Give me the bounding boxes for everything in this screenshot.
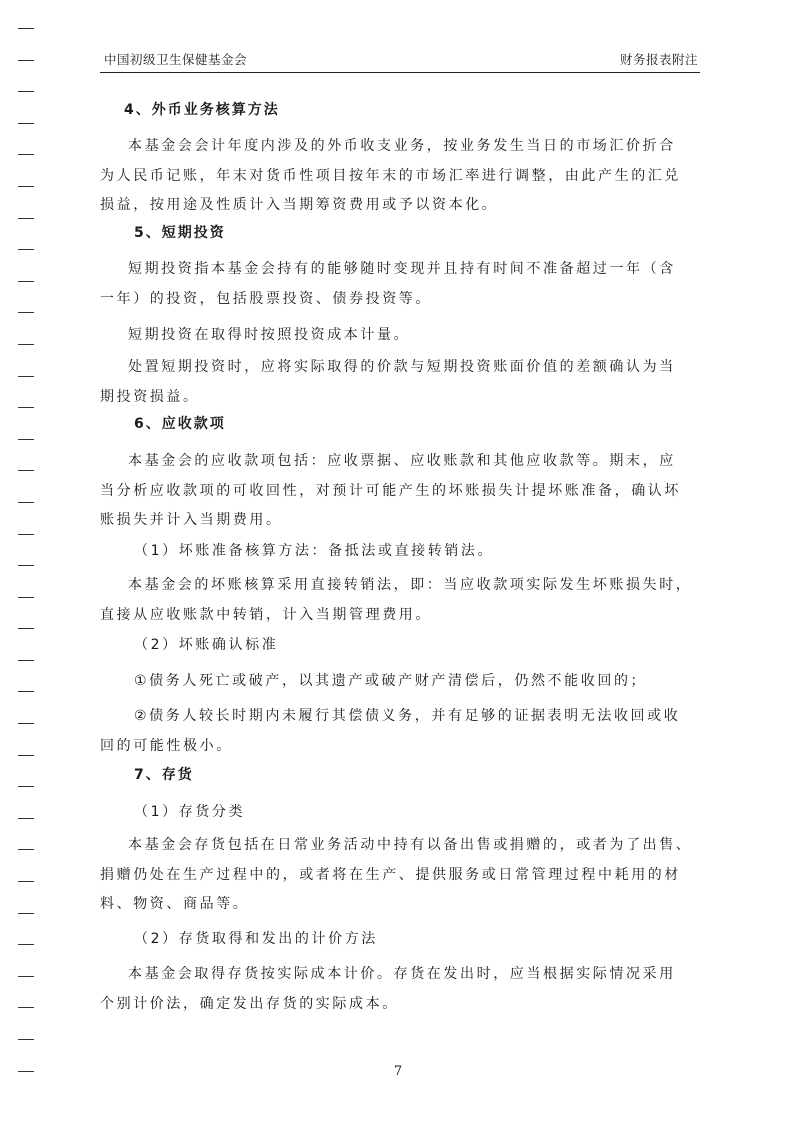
paragraph-line: 一年）的投资，包括股票投资、债券投资等。 xyxy=(100,290,432,307)
binding-tick xyxy=(18,755,34,756)
criteria-item: ①债务人死亡或破产，以其遗产或破产财产清偿后，仍然不能收回的； xyxy=(134,673,648,689)
paragraph-line: 处置短期投资时，应将实际取得的价款与短期投资账面价值的差额确认为当 xyxy=(128,359,676,375)
paragraph-line: 账损失并计入当期费用。 xyxy=(100,512,283,528)
binding-tick xyxy=(18,344,34,345)
paragraph-line: 短期投资在取得时按照投资成本计量。 xyxy=(128,327,411,343)
binding-tick xyxy=(18,249,34,250)
binding-tick xyxy=(18,28,34,29)
header-org-name: 中国初级卫生保健基金会 xyxy=(104,52,248,67)
binding-tick xyxy=(18,944,34,945)
binding-tick xyxy=(18,376,34,377)
binding-tick xyxy=(18,1039,34,1040)
binding-tick xyxy=(18,154,34,155)
binding-tick xyxy=(18,691,34,692)
paragraph-line: 期投资损益。 xyxy=(100,388,200,405)
binding-tick xyxy=(18,818,34,819)
subsection-heading-bad-debt-criteria: （2）坏账确认标准 xyxy=(134,637,279,653)
paragraph-line: 个别计价法，确定发出存货的实际成本。 xyxy=(100,995,399,1012)
paragraph-line: 当分析应收款项的可收回性，对预计可能产生的坏账损失计提坏账准备，确认坏 xyxy=(100,482,681,499)
header-doc-type: 财务报表附注 xyxy=(619,52,698,67)
binding-tick xyxy=(18,913,34,914)
binding-tick xyxy=(18,281,34,282)
binding-tick xyxy=(18,881,34,882)
page-number: 7 xyxy=(393,1064,403,1079)
binding-tick xyxy=(18,534,34,535)
section-heading-inventory: 7、存货 xyxy=(134,767,194,783)
binding-tick xyxy=(18,786,34,787)
binding-tick xyxy=(18,439,34,440)
binding-tick xyxy=(18,1007,34,1008)
binding-tick xyxy=(18,123,34,124)
binding-tick xyxy=(18,849,34,850)
paragraph-line: 本基金会取得存货按实际成本计价。存货在发出时，应当根据实际情况采用 xyxy=(128,966,676,982)
binding-tick xyxy=(18,660,34,661)
subsection-heading-inventory-class: （1）存货分类 xyxy=(134,804,246,820)
paragraph-line: 本基金会存货包括在日常业务活动中持有以备出售或捐赠的，或者为了出售、 xyxy=(128,837,693,853)
binding-tick xyxy=(18,470,34,471)
paragraph-line: 直接从应收账款中转销，计入当期管理费用。 xyxy=(100,606,432,623)
paragraph-line: 捐赠仍处在生产过程中的，或者将在生产、提供服务或日常管理过程中耗用的材 xyxy=(100,866,681,883)
binding-tick xyxy=(18,91,34,92)
paragraph-line: 短期投资指本基金会持有的能够随时变现并且持有时间不准备超过一年（含 xyxy=(128,261,676,277)
subsection-heading-bad-debt-method: （1）坏账准备核算方法：备抵法或直接转销法。 xyxy=(134,543,495,559)
section-heading-foreign-currency: 4、外币业务核算方法 xyxy=(124,102,280,118)
page-header xyxy=(100,46,700,73)
binding-tick xyxy=(18,186,34,187)
binding-tick xyxy=(18,565,34,566)
criteria-item: ②债务人较长时期内未履行其偿债义务，并有足够的证据表明无法收回或收 xyxy=(134,708,681,724)
binding-tick xyxy=(18,502,34,503)
binding-tick xyxy=(18,976,34,977)
section-heading-short-term-investment: 5、短期投资 xyxy=(134,225,226,241)
binding-tick xyxy=(18,597,34,598)
binding-tick xyxy=(18,723,34,724)
binding-tick xyxy=(18,312,34,313)
paragraph-line: 回的可能性极小。 xyxy=(100,737,233,754)
paragraph-line: 本基金会的应收款项包括：应收票据、应收账款和其他应收款等。期末，应 xyxy=(128,453,676,469)
binding-tick xyxy=(18,218,34,219)
paragraph-line: 为人民币记账，年末对货币性项目按年末的市场汇率进行调整，由此产生的汇兑 xyxy=(100,167,681,184)
paragraph-line: 本基金会的坏账核算采用直接转销法，即：当应收款项实际发生坏账损失时， xyxy=(128,577,693,593)
paragraph-line: 损益，按用途及性质计入当期筹资费用或予以资本化。 xyxy=(100,197,499,213)
binding-margin-marks xyxy=(18,28,36,1088)
binding-tick xyxy=(18,407,34,408)
paragraph-line: 本基金会会计年度内涉及的外币收支业务，按业务发生当日的市场汇价折合 xyxy=(128,138,676,154)
section-heading-receivables: 6、应收款项 xyxy=(134,416,226,432)
binding-tick xyxy=(18,60,34,61)
paragraph-line: 料、物资、商品等。 xyxy=(100,896,250,912)
binding-tick xyxy=(18,628,34,629)
subsection-heading-inventory-valuation: （2）存货取得和发出的计价方法 xyxy=(134,931,378,947)
